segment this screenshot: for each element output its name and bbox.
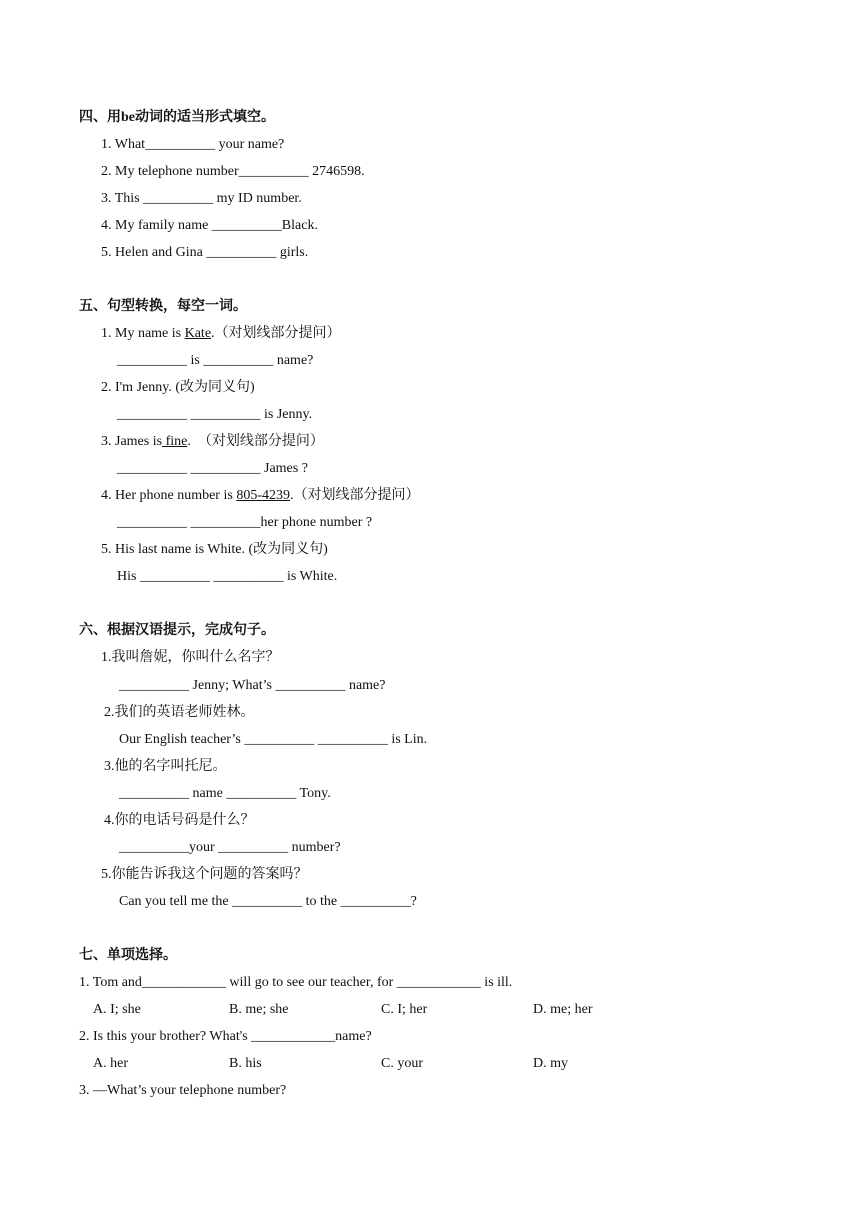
section-5-question-1 (101, 326, 341, 342)
section-5-question-3 (101, 434, 324, 450)
section-4-item-3: 3. This __________ my ID number. (101, 191, 302, 206)
section-4-heading: 四、用be动词的适当形式填空。 (79, 110, 275, 125)
section-7-question-3: 3. —What’s your telephone number? (79, 1083, 287, 1098)
question-text: 1. My name is (101, 326, 185, 341)
section-6-heading: 六、根据汉语提示，完成句子。 (79, 623, 275, 638)
section-7-heading: 七、单项选择。 (79, 948, 177, 963)
instruction: .（对划线部分提问） (211, 326, 341, 341)
section-4-item-5: 5. Helen and Gina __________ girls. (101, 245, 309, 260)
section-5-answer-1: __________ is __________ name? (117, 353, 314, 368)
section-5-heading: 五、句型转换，每空一词。 (79, 299, 247, 314)
option-a: A. her (93, 1056, 128, 1071)
option-b: B. me; she (229, 1002, 289, 1017)
section-7-question-1: 1. Tom and____________ will go to see our teacher, for ____________ is ill. (79, 975, 513, 990)
section-5-question-2: 2. I'm Jenny. (改为同义句) (101, 380, 255, 395)
instruction: . （对划线部分提问） (187, 434, 324, 449)
option-c: C. your (381, 1056, 423, 1071)
instruction: .（对划线部分提问） (289, 488, 420, 503)
section-6-answer-4: __________your __________ number? (119, 840, 341, 855)
section-5-answer-4: __________ __________her phone number ? (117, 515, 373, 530)
section-5-answer-5: His __________ __________ is White. (117, 569, 338, 584)
option-d: D. me; her (533, 1002, 593, 1017)
question-text: 4. Her phone number is (101, 488, 237, 503)
section-7-question-2: 2. Is this your brother? What's ____________name? (79, 1029, 372, 1044)
underlined-part: 805-4239 (236, 488, 290, 503)
section-6-answer-5: Can you tell me the __________ to the __________? (119, 894, 417, 909)
section-6-prompt-1: 1.我叫詹妮，你叫什么名字？ (101, 650, 280, 665)
question-text: 3. James is (101, 434, 163, 449)
option-c: C. I; her (381, 1002, 428, 1017)
section-4-item-2: 2. My telephone number__________ 2746598. (101, 164, 365, 179)
section-6-prompt-5: 5.你能告诉我这个问题的答案吗？ (101, 867, 308, 882)
option-b: B. his (229, 1056, 262, 1071)
section-4-item-1: 1. What__________ your name? (101, 137, 285, 152)
underlined-part: Kate (184, 326, 212, 341)
section-5-answer-3: __________ __________ James ? (117, 461, 308, 476)
option-d: D. my (533, 1056, 568, 1071)
section-4-item-4: 4. My family name __________Black. (101, 218, 318, 233)
underlined-part: fine (162, 434, 188, 449)
section-5-question-5: 5. His last name is White. (改为同义句) (101, 542, 328, 557)
section-6-answer-2: Our English teacher’s __________ __________ is Lin. (119, 732, 428, 747)
section-6-answer-3: __________ name __________ Tony. (119, 786, 331, 801)
section-5-answer-2: __________ __________ is Jenny. (117, 407, 313, 422)
section-5-question-4 (101, 488, 419, 504)
section-6-prompt-3: 3.他的名字叫托尼。 (104, 759, 227, 774)
section-6-prompt-4: 4.你的电话号码是什么？ (104, 813, 255, 828)
section-6-answer-1: __________ Jenny; What’s __________ name? (119, 678, 386, 693)
option-a: A. I; she (93, 1002, 141, 1017)
section-6-prompt-2: 2.我们的英语老师姓林。 (104, 705, 255, 720)
